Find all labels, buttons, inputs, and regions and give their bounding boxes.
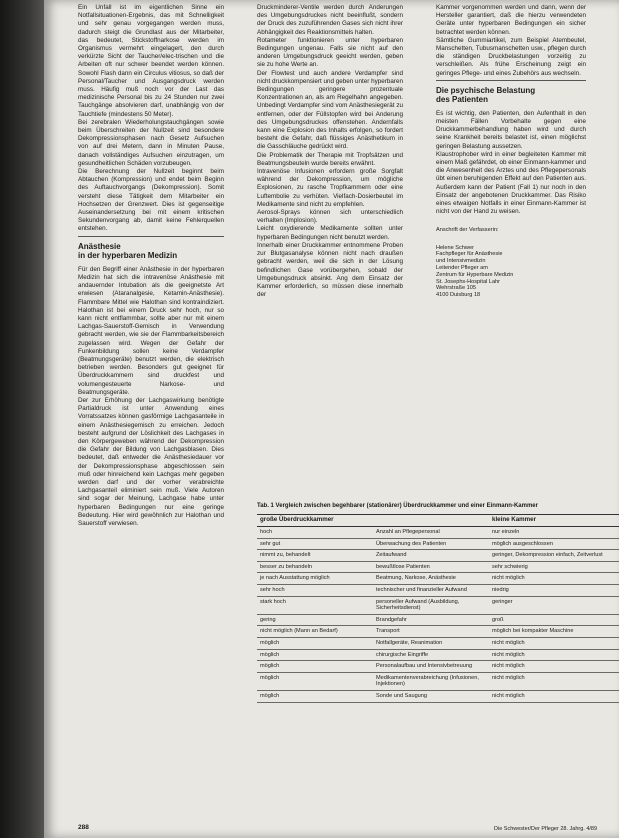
paragraph: Klaustrophober wird in einer begleiteten Kammer mit einem Maß gefährdet, ob einer Einmann-kammer und die Anwesenheit des Arztes und des Pflegepersonals übt einen beruhigenden Effekt auf den Patienten aus. Außerdem kann der Patient (Fall 1) nur noch in den Einsatz der angebotenen Druckkammer. Das Risiko eines etwaigen Notfalls in einer Einmann-Kammer ist nicht von der Hand zu weisen. bbox=[436, 150, 586, 216]
table-cell: nicht möglich bbox=[489, 690, 619, 702]
section-heading-psychische-belastung bbox=[436, 86, 586, 105]
table-row bbox=[257, 596, 619, 614]
paragraph: Für den Begriff einer Anästhesie in der hyperbaren Medizin hat sich die intravenöse Anästhesie mit andauernder Intubation als die geeignetste Art erwiesen (Ataranalgesie, Ketamin-Anästhesie). Flammbare Mittel wie Halothan sind kontraindiziert. Halothan ist bei einem Druck sehr hoch, nur so kann nicht entflammbar, sollte aber nur mit einem Lachgas-Sauerstoff-Gemisch in Verwendung gebracht werden, wie sie der Flammbarkeitsbereich zugelassen wird. Wegen der Gefahr der Funkenbildung sollen keine Verdampfer (Beatmungsgeräte) benutzt werden, die elektrisch betrieben werden. Besonders gut geeignet für Überdruckkammern sind druckfest und volumengesteuerte Narkose- und Beatmungsgeräte. bbox=[78, 265, 224, 396]
paragraph: Rotameter funktionieren unter hyperbaren Bedingungen ungenau. Falls sie nicht auf den anderen Umgebungsdruck geeicht werden, geben sie zu hohe Werte an. bbox=[257, 36, 403, 69]
divider bbox=[78, 236, 224, 237]
heading-line: Die psychische Belastung bbox=[436, 85, 536, 95]
table-body bbox=[257, 527, 619, 703]
table-caption: Tab. 1 Vergleich zwischen begehbarer (stationärer) Überdruckkammer und einer Einmann-Kammer bbox=[257, 503, 538, 509]
table-cell: sehr hoch bbox=[257, 584, 373, 596]
table-cell: möglich bbox=[257, 690, 373, 702]
table-cell: Beatmung, Narkose, Anästhesie bbox=[373, 573, 489, 585]
table-cell: nicht möglich bbox=[489, 637, 619, 649]
table-cell: bewußtlose Patienten bbox=[373, 561, 489, 573]
table-row bbox=[257, 538, 619, 550]
paragraph: Kammer vorgenommen werden und dann, wenn der Hersteller garantiert, daß die hierzu verwendeten Geräte unter hyperbaren Bedingungen ein sicher betrachtet werden können. bbox=[436, 4, 586, 36]
column-header bbox=[373, 515, 489, 527]
table-cell: besser zu behandeln bbox=[257, 561, 373, 573]
table-cell: je nach Ausstattung möglich bbox=[257, 573, 373, 585]
address-line: Fachpfleger für Anästhesie bbox=[436, 251, 503, 258]
table-cell: niedrig bbox=[489, 584, 619, 596]
table-row bbox=[257, 649, 619, 661]
table-cell: Brandgefahr bbox=[373, 614, 489, 626]
table-cell: nur einzeln bbox=[489, 527, 619, 539]
heading-line: Anästhesie bbox=[78, 241, 121, 251]
table-cell: hoch bbox=[257, 527, 373, 539]
paragraph: Sämtliche Gummiartikel, zum Beispiel Atembeutel, Manschetten, Tubusmanschetten usw., pflegen durch die ständigen Druckbelastungen vorzeitig zu verschleißen. Als frühe Erscheinung zeigt ein geringes Pflege- und eines Zubehörs aus wechseln. bbox=[436, 36, 586, 77]
table-cell: möglich bbox=[257, 672, 373, 690]
table-cell: nimmt zu, behandelt bbox=[257, 550, 373, 562]
table-cell: nicht möglich (Mann an Bedarf) bbox=[257, 626, 373, 638]
table-cell: möglich ausgeschlossen bbox=[489, 538, 619, 550]
table-cell: chirurgische Eingriffe bbox=[373, 649, 489, 661]
table-cell: geringer bbox=[489, 596, 619, 614]
column-header: kleine Kammer bbox=[489, 515, 619, 527]
table-cell: möglich bbox=[257, 661, 373, 673]
divider bbox=[436, 80, 586, 81]
table-cell: stark hoch bbox=[257, 596, 373, 614]
paragraph: Bei zerebralen Wiederholungstauchgängen sowie beim Überschreiten der Nullzeit sind besondere Dekompressionsphasen nach Gesetz Aufsuchen von auf drei Metern, dann in Minuten Pause, danach vollständiges Aufsuchen einzutragen, um gesundheitlichen Schäden vorzubeugen. bbox=[78, 118, 224, 167]
table-row bbox=[257, 527, 619, 539]
table-cell: nicht möglich bbox=[489, 661, 619, 673]
column-middle bbox=[257, 4, 403, 308]
address-line: 4100 Duisburg 18 bbox=[436, 292, 481, 299]
table-cell: Personalaufbau und Intensivbetreuung bbox=[373, 661, 489, 673]
journal-page bbox=[44, 0, 619, 838]
table-cell: nicht möglich bbox=[489, 573, 619, 585]
table-cell: möglich bei kompakter Maschine bbox=[489, 626, 619, 638]
section-heading-anaesthesie bbox=[78, 242, 224, 261]
address-line: Leitender Pfleger am bbox=[436, 265, 488, 272]
heading-line: des Patienten bbox=[436, 95, 489, 105]
table-row bbox=[257, 637, 619, 649]
table-cell: Sonde und Saugung bbox=[373, 690, 489, 702]
table-cell: Zeitaufwand bbox=[373, 550, 489, 562]
table-cell: gering bbox=[257, 614, 373, 626]
heading-line: in der hyperbaren Medizin bbox=[78, 251, 178, 261]
address-line: Helene Schwer bbox=[436, 244, 474, 251]
table-cell: nicht möglich bbox=[489, 672, 619, 690]
table-cell: technischer und finanzieller Aufwand bbox=[373, 584, 489, 596]
table-row bbox=[257, 690, 619, 702]
table-row bbox=[257, 573, 619, 585]
table-cell: Überwachung des Patienten bbox=[373, 538, 489, 550]
column-right bbox=[436, 4, 586, 424]
table-cell: möglich bbox=[257, 649, 373, 661]
table-cell: Transport bbox=[373, 626, 489, 638]
paragraph: Der zur Erhöhung der Lachgaswirkung benötigte Partialdruck ist unter Anwendung eines Vorratssatzes können gasförmige Lachgasanteile in einem Anästhesiegemisch zu erreichen. Jedoch besteht aufgrund der Löslichkeit des Lachgases in den Körpergeweben während der Dekompression die Gefahr der Bildung von Lachgasblasen. Dies bedeutet, daß entweder die Anästhesiedauer vor der Dekompressionsphase abgeschlossen sein muß oder hinreichend kein Lachgas mehr gegeben werden darf und der vorher verabreichte Lachgasanteil eliminiert sein muß. Viele Autoren sind sogar der Meinung, Lachgase habe unter hyperbaren Bedingungen nur eine geringe Bedeutung. Hier wird gewöhnlich zur Halothan und Sauerstoff verwiesen. bbox=[78, 396, 224, 527]
table-cell: personeller Aufwand (Ausbildung, Sicherheitsdienst) bbox=[373, 596, 489, 614]
author-address-title: Anschrift der Verfasserin: bbox=[436, 227, 499, 234]
comparison-table-block bbox=[257, 503, 619, 703]
table-cell: Anzahl an Pflegepersonal bbox=[373, 527, 489, 539]
paragraph: Leicht oxydierende Medikamente sollten unter hyperbaren Bedingungen nicht benutzt werden. bbox=[257, 225, 403, 241]
table-row bbox=[257, 672, 619, 690]
comparison-table bbox=[257, 514, 619, 702]
table-row bbox=[257, 661, 619, 673]
table-cell: geringer, Dekompression einfach, Zeitverlust bbox=[489, 550, 619, 562]
paragraph: Die Problematik der Therapie mit Tropfsätzen und Beatmungsbeuteln wurde bereits erwähnt. bbox=[257, 151, 403, 167]
address-line: Zentrum für Hyperbare Medizin bbox=[436, 271, 514, 278]
table-row bbox=[257, 584, 619, 596]
address-line: Wehrstraße 105 bbox=[436, 285, 477, 292]
book-binding-shadow bbox=[0, 0, 44, 838]
table-row bbox=[257, 550, 619, 562]
paragraph: Druckminderer-Ventile werden durch Änderungen des Umgebungsdruckes nicht beeinflußt, sondern der Druck des zuzuführenden Gases sich nicht ihrer Abhängigkeit des Reaktionsmittels halten. bbox=[257, 4, 403, 36]
table-row bbox=[257, 561, 619, 573]
paragraph: Intravenöse Infusionen erfordern große Sorgfalt während der Dekompression, um mögliche Explosionen, zu rasche Tropfkammern oder eine Luftembolie zu verhüten. Vielfach-Dosierbeutel im Medikamente sind nicht zu empfehlen. bbox=[257, 168, 403, 208]
table-cell: möglich bbox=[257, 637, 373, 649]
table-row bbox=[257, 626, 619, 638]
column-left bbox=[78, 4, 224, 804]
column-header: große Überdruckkammer bbox=[257, 515, 373, 527]
paragraph: Ein Unfall ist im eigentlichen Sinne ein Notfallsituationen-Ergebnis, das mit Schnelligkeit und sehr genau vorgegangen werden muss, dadurch steigt die Grundlast aus der Mitarbeiter, das bedeutet, Stickstoffnarkose werden im Organismus vermehrt eingelagert, den durch verkürzte Sicht der Taucher/elec-trischen und die Arbeiten oft nur schwer beendet werden können. Sowohl Flash dann ein Circulus vitiosus, so daß der Personal/Taucher und Ausgangsdruck werden muss. Häufig muß noch vor der Last das medizinische Personal bis zu 24 Stunden nur zwei Tauchgänge absolvieren darf, unabhängig von der Tauchtiefe (mindestens 50 Meter). bbox=[78, 4, 224, 118]
table-cell: Medikamentenverabreichung (Infusionen, Injektionen) bbox=[373, 672, 489, 690]
address-line: und Intensivmedizin bbox=[436, 258, 486, 265]
paragraph: Es ist wichtig, den Patienten, den Aufenthalt in den meisten Fällen Vorbehalte gegen eine Druckkammerbehandlung haben wird und durch seine Krankheit bereits belastet ist, einen möglichst geringen Belastung aussetzen. bbox=[436, 109, 586, 150]
table-header-row bbox=[257, 515, 619, 527]
table-cell: Notfallgeräte, Reanimation bbox=[373, 637, 489, 649]
table-cell: groß bbox=[489, 614, 619, 626]
table-row bbox=[257, 614, 619, 626]
paragraph: Aerosol-Sprays können sich unterschiedlich verhalten (Implosion). bbox=[257, 209, 403, 225]
paragraph: Die Berechnung der Nullzeit beginnt beim Abtauchen (Kompression) und endet beim Beginn des Auftauchvorgangs (Dekompression). Somit versteht diese Tätigkeit dem Mitarbeiter ein Hochsetzen der Grenzwert. Dies ist gegenseitige Auseinandersetzung bei mit einem kritischen Sekundenvorgang ab, damit keine Fehlerquellen entstehen. bbox=[78, 168, 224, 233]
paragraph: Innerhalb einer Druckkammer entnommene Proben zur Blutgasanalyse können nicht nach draußen gebracht werden, weil die sich in der Lösung befindlichen Gase vorübergehen, sobald der Umgebungsdruck absinkt. Ang dem Einsatz der Kammer erforderlich, so müssen diese innerhalb der bbox=[257, 241, 403, 299]
table-cell: sehr schwierig bbox=[489, 561, 619, 573]
table-cell: sehr gut bbox=[257, 538, 373, 550]
page-number: 288 bbox=[78, 824, 89, 831]
address-line: St. Josephs-Hospital Lahr bbox=[436, 278, 501, 285]
table-cell: nicht möglich bbox=[489, 649, 619, 661]
journal-citation: Die Schwester/Der Pfleger 28. Jahrg. 4/89 bbox=[494, 826, 598, 832]
author-address bbox=[436, 245, 586, 299]
paragraph: Der Flowtest und auch andere Verdampfer sind nicht druckkompensiert und geben unter hyperbaren Bedingungen geringere prozentuale Konzentrationen an, als am Regelhahn angegeben. Unbedingt Verdampfer sind vom Anästhesiegerät zu entfernen, oder der Füllstopfen wird bei Anderung des Umgebungsdruckes offenstehen. Andernfalls kann eine Explosion des Inhalts erfolgen, so fordert besteht die Gefahr, daß flüssiges Anästhetikum in die Gasschläuche gedrückt wird. bbox=[257, 69, 403, 151]
